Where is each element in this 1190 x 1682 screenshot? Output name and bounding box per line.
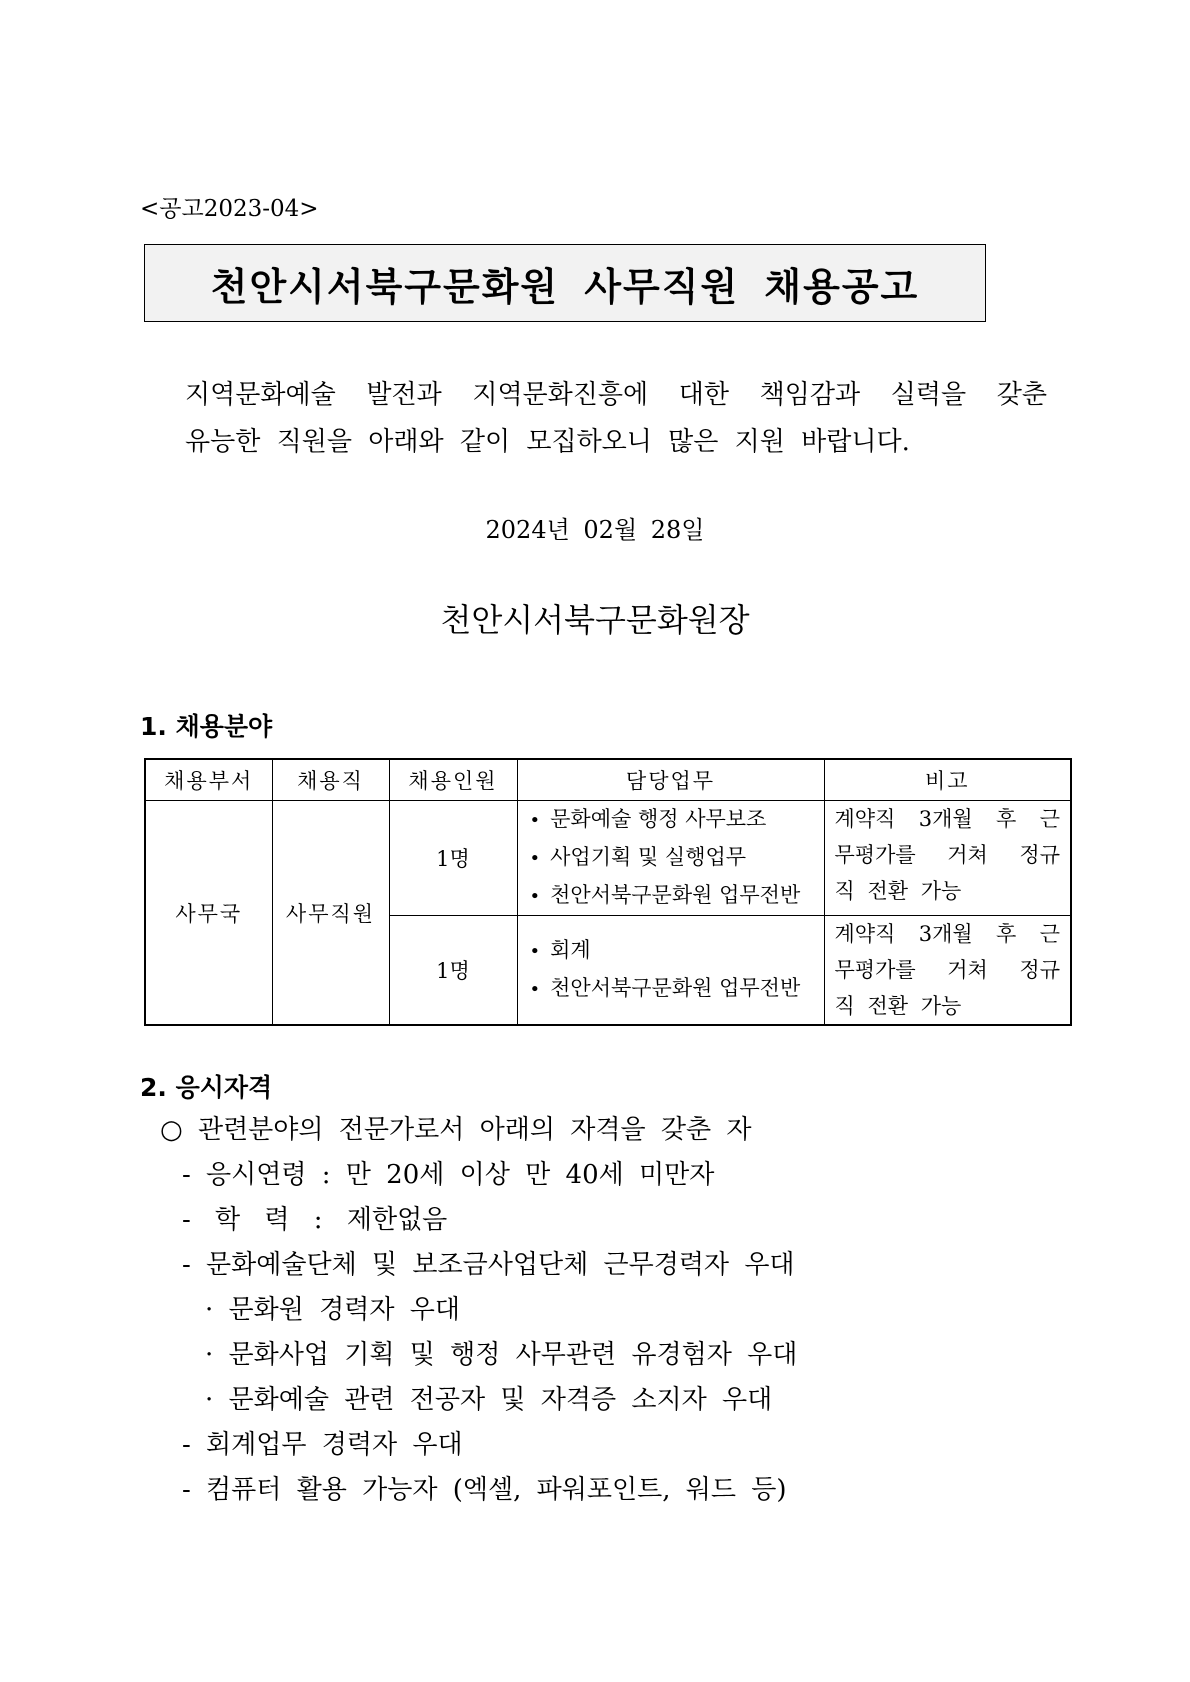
remark-cell (824, 916, 1071, 1026)
list-item: • 천안서북구문화원 업무전반 (530, 970, 824, 1008)
remark-line-3: 직 전환 가능 (834, 994, 962, 1018)
position-cell: 사무직원 (272, 801, 389, 1026)
title-box (144, 244, 986, 322)
department-cell: 사무국 (145, 801, 272, 1026)
recruitment-table (144, 758, 1072, 1026)
duties-cell (517, 916, 824, 1026)
notice-date: 2024년 02월 28일 (485, 516, 705, 544)
list-item: · 문화예술 관련 전공자 및 자격증 소지자 우대 (205, 1385, 773, 1415)
header-duties: 담당업무 (517, 759, 824, 801)
notice-number: <공고2023-04> (140, 196, 319, 222)
list-item: • 회계 (530, 932, 824, 970)
list-item: - 학 력 : 제한없음 (182, 1205, 448, 1235)
section-2-heading: 2. 응시자격 (140, 1073, 273, 1102)
intro-line-1: 지역문화예술 발전과 지역문화진흥에 대한 책임감과 실력을 갖춘 (185, 380, 1047, 410)
duties-list (530, 932, 824, 1008)
remark-line-1: 계약직 3개월 후 근 (834, 807, 1060, 831)
list-item: - 컴퓨터 활용 가능자 (엑셀, 파워포인트, 워드 등) (182, 1475, 787, 1505)
signer: 천안시서북구문화원장 (440, 601, 750, 639)
count-cell: 1명 (389, 801, 517, 916)
document-title: 천안시서북구문화원 사무직원 채용공고 (210, 264, 920, 309)
list-item: • 사업기획 및 실행업무 (530, 839, 824, 877)
section-1-heading: 1. 채용분야 (140, 712, 273, 741)
qualification-list (160, 1108, 797, 1513)
remark-line-1: 계약직 3개월 후 근 (834, 922, 1060, 946)
list-item: • 문화예술 행정 사무보조 (530, 801, 824, 839)
remark-cell (824, 801, 1071, 916)
list-item: • 천안서북구문화원 업무전반 (530, 877, 824, 915)
duties-cell (517, 801, 824, 916)
remark-line-2: 무평가를 거쳐 정규 (834, 843, 1060, 867)
list-item: ○ 관련분야의 전문가로서 아래의 자격을 갖춘 자 (160, 1115, 752, 1145)
list-item: - 문화예술단체 및 보조금사업단체 근무경력자 우대 (182, 1250, 795, 1280)
intro-paragraph (185, 372, 1045, 466)
intro-line-2: 유능한 직원을 아래와 같이 모집하오니 많은 지원 바랍니다. (185, 427, 910, 457)
list-item: · 문화사업 기획 및 행정 사무관련 유경험자 우대 (205, 1340, 798, 1370)
table-header-row (145, 759, 1071, 801)
list-item: - 응시연령 : 만 20세 이상 만 40세 미만자 (182, 1160, 715, 1190)
header-department: 채용부서 (145, 759, 272, 801)
remark-line-2: 무평가를 거쳐 정규 (834, 958, 1060, 982)
list-item: · 문화원 경력자 우대 (205, 1295, 460, 1325)
table-row (145, 801, 1071, 916)
header-count: 채용인원 (389, 759, 517, 801)
header-remark: 비고 (824, 759, 1071, 801)
duties-list (530, 801, 824, 915)
count-cell: 1명 (389, 916, 517, 1026)
list-item: - 회계업무 경력자 우대 (182, 1430, 463, 1460)
header-position: 채용직 (272, 759, 389, 801)
remark-line-3: 직 전환 가능 (834, 879, 962, 903)
